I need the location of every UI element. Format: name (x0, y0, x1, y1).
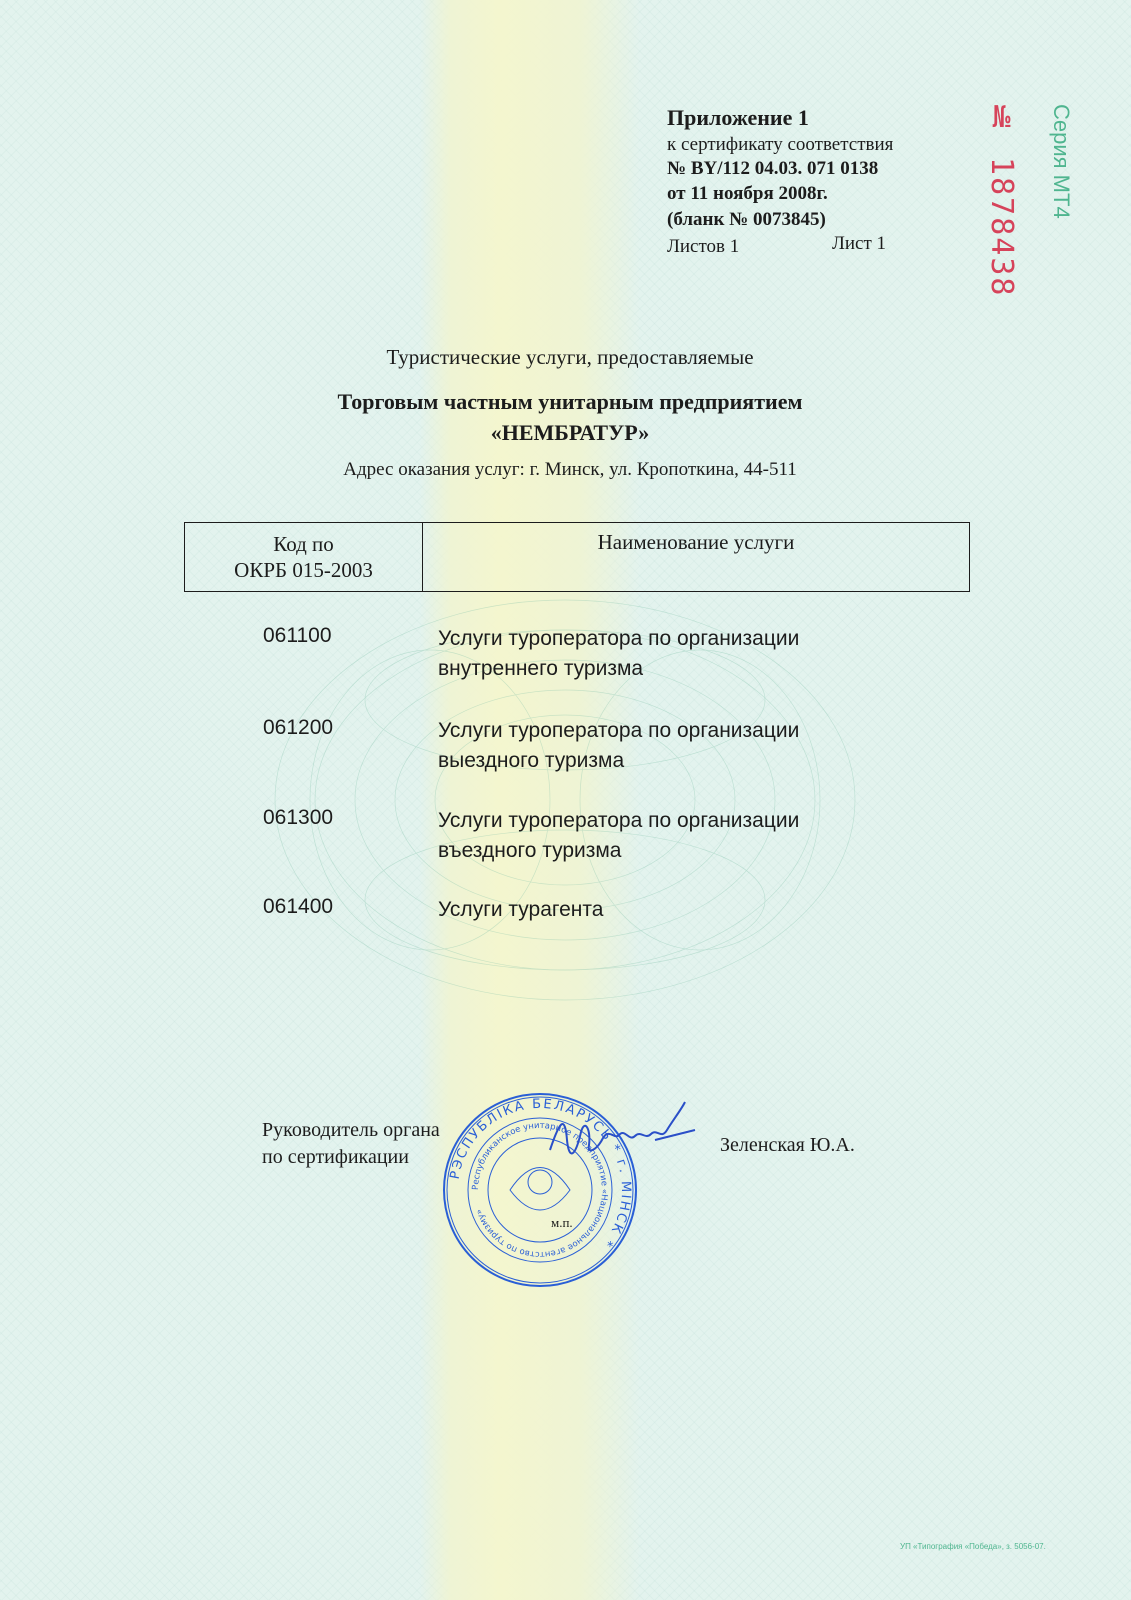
service-name (438, 716, 908, 776)
services-table-header (184, 522, 970, 592)
signer-role-line2: по сертификации (262, 1146, 409, 1168)
column-header-code (185, 523, 423, 591)
sheet-number: Лист 1 (832, 233, 887, 254)
signer-name: Зеленская Ю.А. (720, 1134, 855, 1156)
column-header-name: Наименование услуги (597, 530, 795, 554)
certificate-date: от 11 ноября 2008г. (667, 183, 828, 204)
service-name (438, 895, 908, 925)
certificate-number: № BY/112 04.03. 071 0138 (667, 158, 879, 179)
service-name-line2: внутреннего туризма (438, 657, 644, 680)
organization-name-line2: «НЕМБРАТУР» (490, 420, 650, 445)
service-code: 061100 (263, 624, 332, 647)
service-name-line1: Услуги туроператора по организации (438, 627, 800, 650)
signer-role (262, 1117, 440, 1171)
sheets-total: Листов 1 (667, 236, 740, 257)
appendix-subtitle: к сертификату соответствия (667, 134, 894, 155)
svg-text:РЭСПУБЛІКА БЕЛАРУСЬ * г. МІНСК: РЭСПУБЛІКА БЕЛАРУСЬ * г. МІНСК * (447, 1096, 634, 1251)
service-name-line2: въездного туризма (438, 839, 622, 862)
intro-text: Туристические услуги, предоставляемые (386, 345, 754, 369)
series-label: Серия МТ4 (1049, 104, 1074, 219)
printer-imprint: УП «Типография «Победа», з. 5056-07. (900, 1542, 1046, 1551)
service-name-line2: выездного туризма (438, 749, 625, 772)
appendix-title: Приложение 1 (667, 105, 809, 130)
service-name (438, 624, 908, 684)
service-code: 061400 (263, 895, 334, 918)
service-address: Адрес оказания услуг: г. Минск, ул. Кропоткина, 44-511 (343, 459, 797, 480)
service-code: 061200 (263, 716, 334, 739)
service-name-line1: Услуги туроператора по организации (438, 809, 800, 832)
signer-role-line1: Руководитель органа (262, 1119, 440, 1141)
service-code: 061300 (263, 806, 334, 829)
service-name (438, 806, 908, 866)
blank-number: (бланк № 0073845) (667, 209, 826, 230)
seal-place-label: м.п. (551, 1215, 573, 1230)
service-name-line1: Услуги туроператора по организации (438, 719, 800, 742)
column-header-code-line2: ОКРБ 015-2003 (234, 558, 373, 582)
service-name-line1: Услуги турагента (438, 898, 604, 921)
serial-number: № 1878438 (984, 100, 1019, 298)
svg-text:Республиканское унитарное пред: Республиканское унитарное предприятие «Национальное агентство по туризму» (470, 1120, 610, 1260)
column-header-code-line1: Код по (273, 532, 334, 556)
handwritten-signature (545, 1100, 705, 1175)
organization-name-line1: Торговым частным унитарным предприятием (337, 389, 803, 414)
